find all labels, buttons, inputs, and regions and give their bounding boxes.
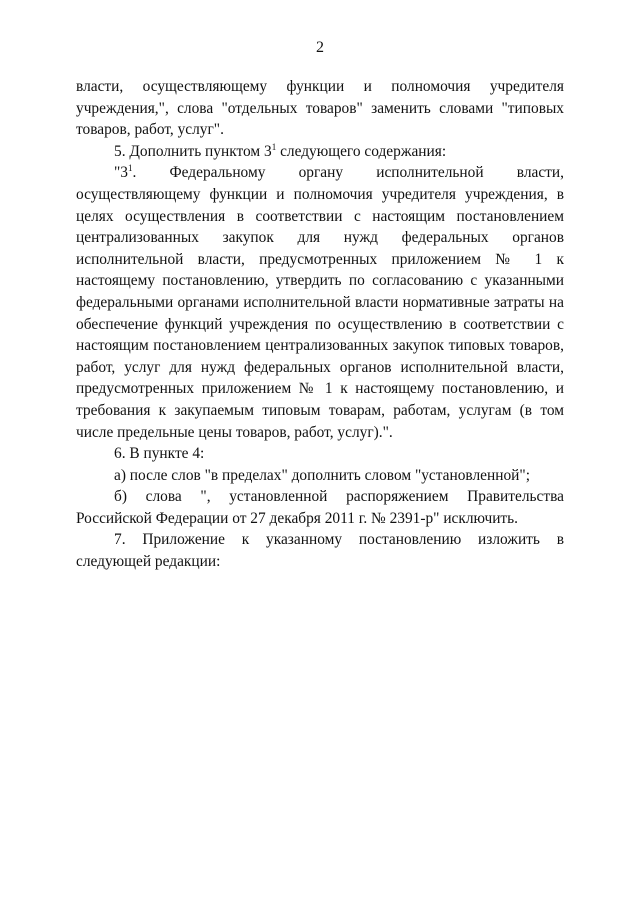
item-5-superscript: 1 — [271, 141, 277, 152]
paragraph-subitem-b: б) слова ", установленной распоряжением Правительства Российской Федерации от 27 декабря 2011 г. № 2391-р" исключить. — [76, 488, 564, 527]
item-3-1-superscript: 1 — [127, 163, 133, 174]
item-5-text-end: следующего содержания: — [276, 142, 447, 160]
item-3-1-text: . Федеральному органу исполнительной власти, осуществляющему функции и полномочия учредителя учреждения, в целях осуществления в соответствии с настоящим постановлением централизованных закупок для нужд федеральных органов исполнительной власти, предусмотренных приложением № 1 к настоящему постановлению, утвердить по согласованию с указанными федеральными органами исполнительной власти нормативные затраты на обеспечение функций учреждения по осуществлению в соответствии с настоящим постановлением централизованных закупок типовых товаров, работ, услуг для нужд федеральных органов исполнительной власти, предусмотренных приложением № 1 к настоящему постановлению, и требования к закупаемым типовым товарам, работам, услугам (в том числе предельные цены товаров, работ, услуг).". — [76, 164, 564, 441]
item-3-1-number: "3 — [114, 164, 128, 182]
paragraph-item-3-1 — [76, 162, 564, 443]
paragraph-continuation: власти, осуществляющему функции и полномочия учредителя учреждения,", слова "отдельных товаров" заменить словами "типовых товаров, работ, услуг". — [76, 78, 564, 139]
item-5-text: 5. Дополнить пунктом 3 — [114, 142, 272, 160]
paragraph-subitem-a: а) после слов "в пределах" дополнить словом "установленной"; — [114, 466, 530, 484]
page-number: 2 — [316, 39, 324, 56]
paragraph-item-6: 6. В пункте 4: — [114, 445, 205, 463]
paragraph-item-7: 7. Приложение к указанному постановлению изложить в следующей редакции: — [76, 531, 564, 571]
paragraph-item-5 — [76, 141, 564, 163]
document-body — [76, 76, 564, 573]
